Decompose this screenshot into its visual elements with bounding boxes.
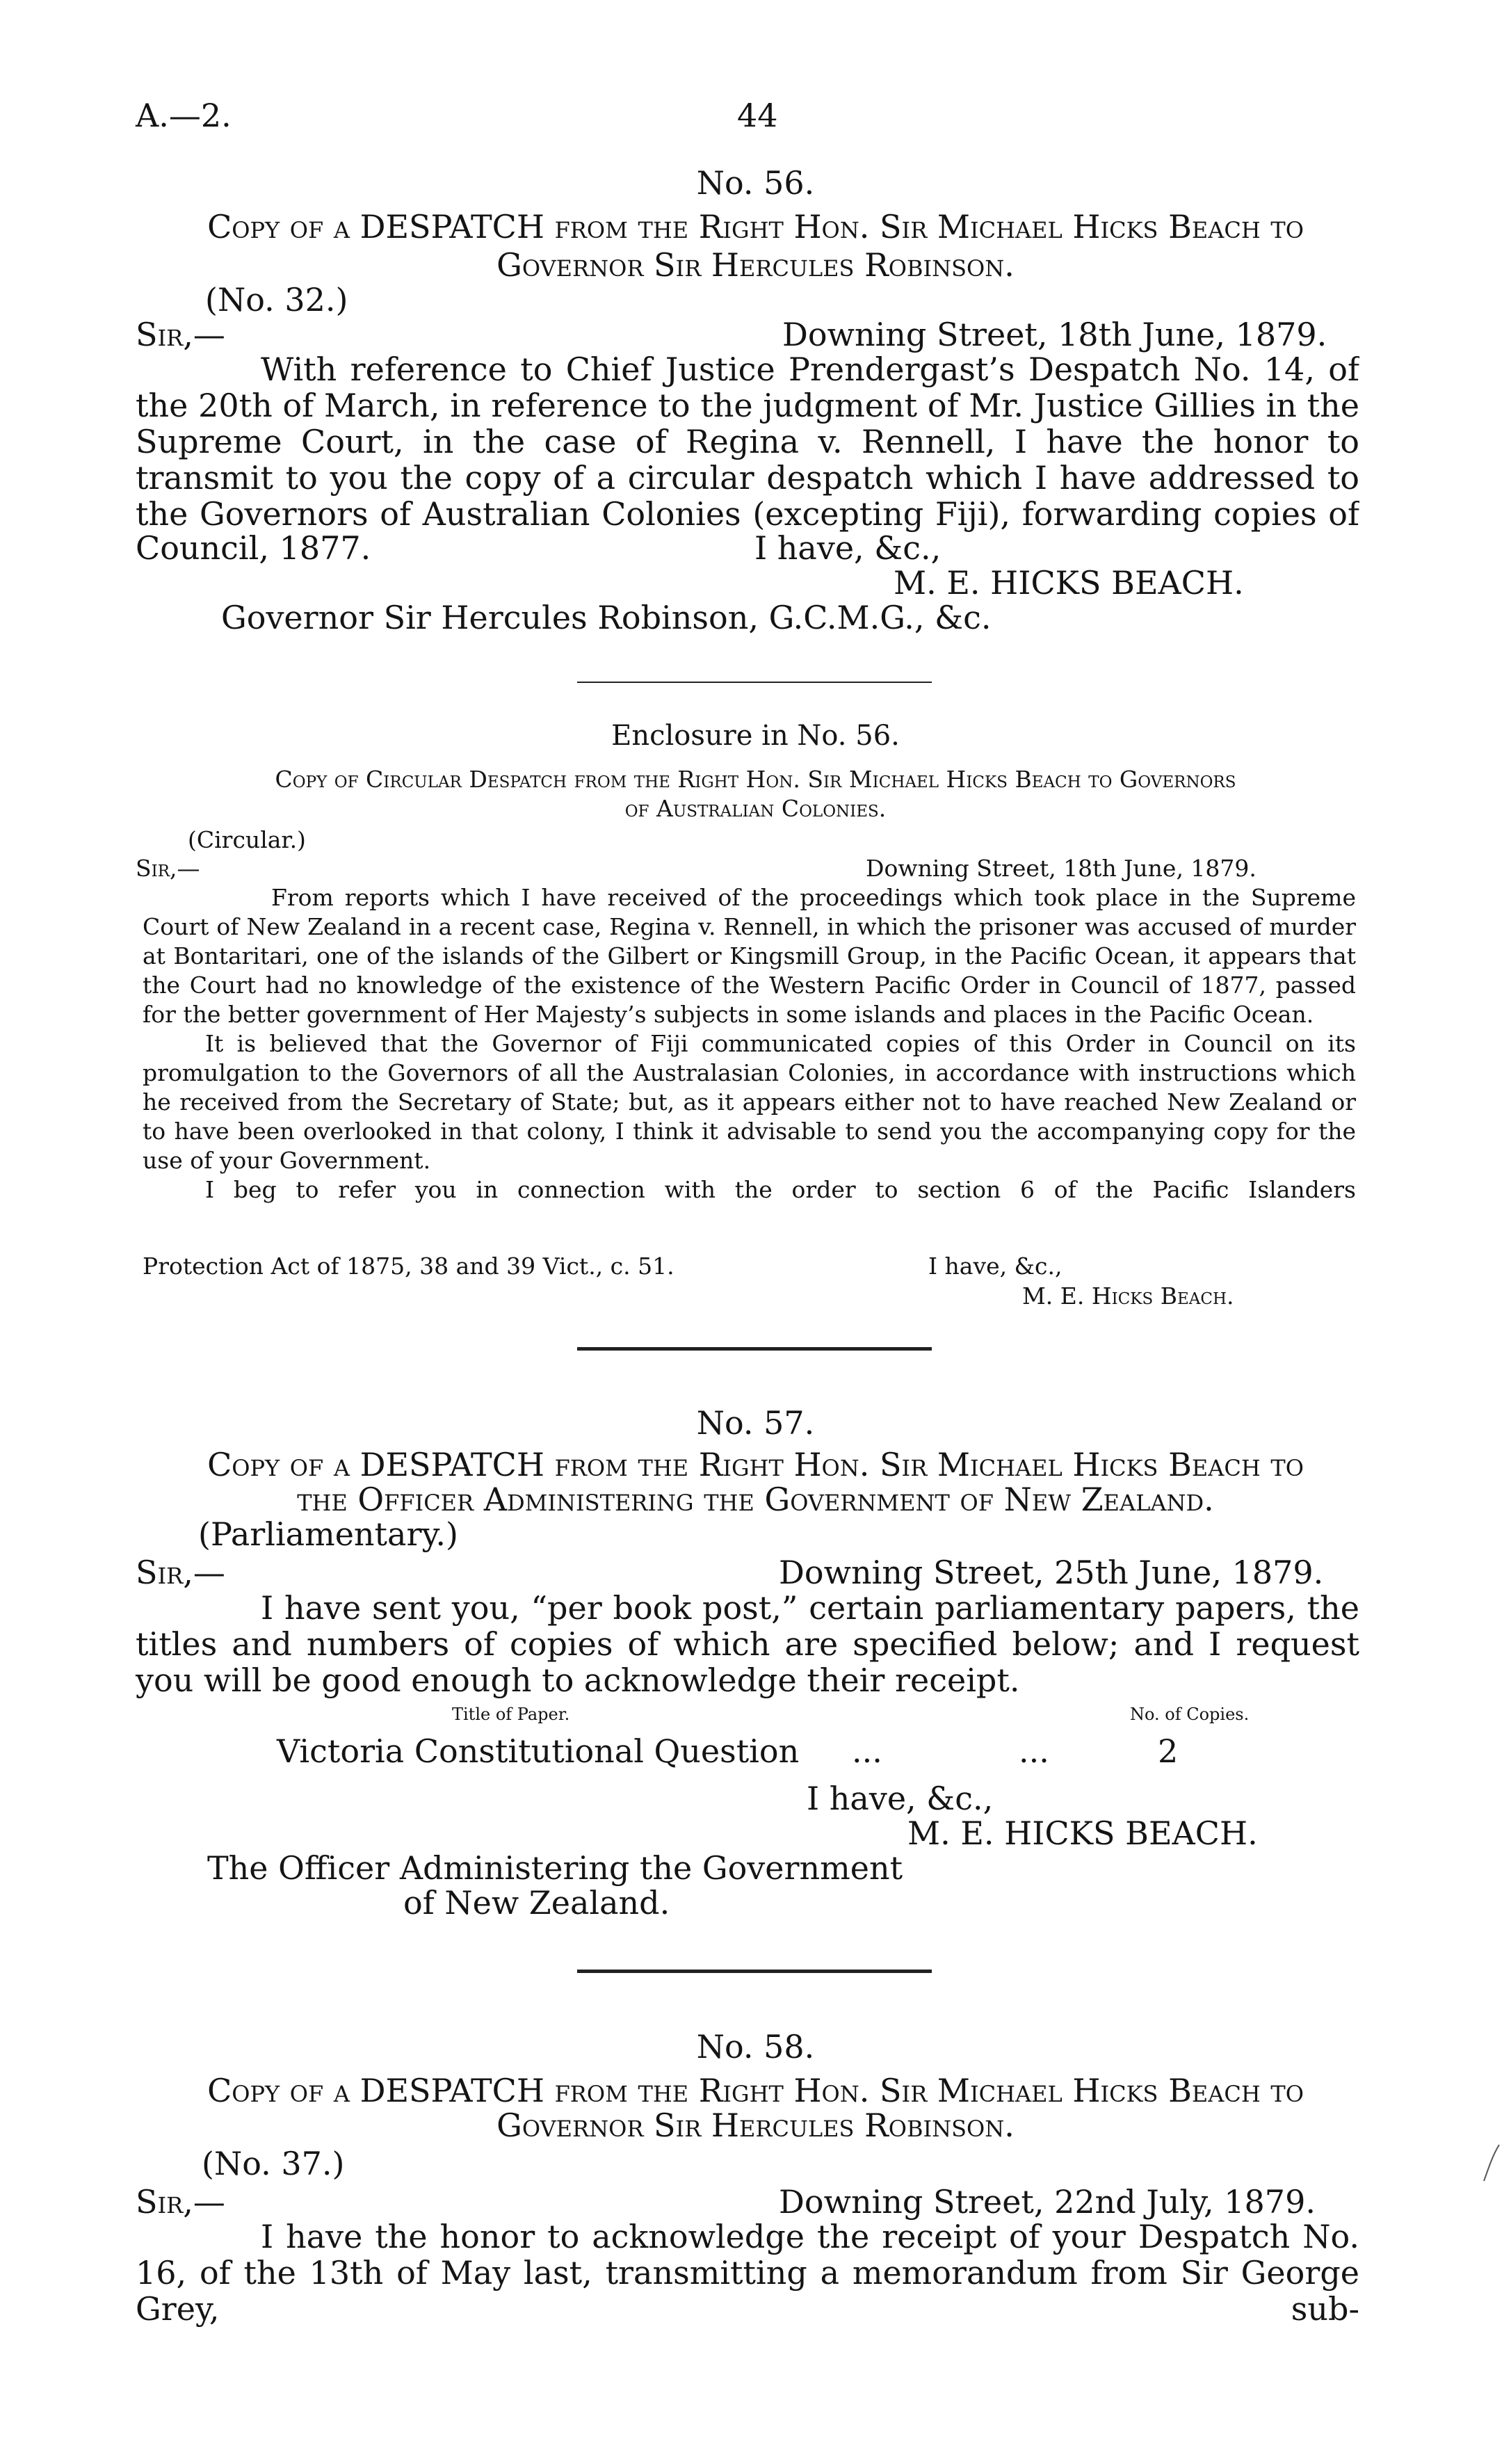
despatch-number: No. 58.: [696, 2028, 815, 2066]
place-date: Downing Street, 25th June, 1879.: [779, 1554, 1324, 1591]
enclosure-signature: M. E. Hicks Beach.: [1022, 1282, 1234, 1310]
enclosure-title: Copy of Circular Despatch from the Right Hon. Sir Michael Hicks Beach to Governors: [275, 766, 1236, 793]
table-header-copies: No. of Copies.: [1130, 1705, 1250, 1724]
despatch-ref: (Parliamentary.): [198, 1515, 458, 1553]
despatch-ref: (No. 37.): [202, 2145, 345, 2182]
despatch-title-cont: the Officer Administering the Government of New Zealand.: [297, 1481, 1214, 1518]
signature: M. E. HICKS BEACH.: [907, 1814, 1258, 1852]
addressee: Governor Sir Hercules Robinson, G.C.M.G., &c.: [221, 599, 992, 636]
enclosure-heading: Enclosure in No. 56.: [611, 720, 900, 752]
despatch-body: I have the honor to acknowledge the receipt of your Despatch No. 16, of the 13th of May last, transmitting a memorandum from Sir George Grey, sub-: [136, 2218, 1359, 2328]
series-number: A.—2.: [136, 97, 232, 134]
leader-dots: ...: [852, 1732, 882, 1770]
despatch-ref: (No. 32.): [205, 281, 348, 319]
page-number: 44: [737, 97, 778, 134]
enclosure-last-line: Protection Act of 1875, 38 and 39 Vict., c. 51.: [143, 1253, 674, 1280]
enclosure-title-cont: of Australian Colonies.: [624, 795, 887, 822]
divider: [577, 1347, 932, 1351]
addressee: The Officer Administering the Government: [207, 1849, 903, 1887]
enclosure-body: [143, 883, 1356, 1205]
salutation: Sir,—: [136, 316, 225, 353]
paper-title: Victoria Constitutional Question: [277, 1732, 800, 1770]
salutation: Sir,—: [136, 2183, 225, 2221]
despatch-title: Copy of a DESPATCH from the Right Hon. Sir Michael Hicks Beach to: [207, 1446, 1304, 1483]
margin-pen-mark: [1481, 2142, 1502, 2184]
place-date: Downing Street, 18th June, 1879.: [782, 316, 1327, 353]
body-last-line: Council, 1877.: [136, 529, 371, 567]
enclosure-ref: (Circular.): [188, 826, 306, 853]
signature: M. E. HICKS BEACH.: [894, 564, 1244, 602]
leader-dots: ...: [1019, 1732, 1049, 1770]
despatch-title-cont: Governor Sir Hercules Robinson.: [496, 246, 1015, 284]
despatch-number: No. 57.: [696, 1404, 815, 1442]
closing: I have, &c.,: [754, 529, 942, 567]
despatch-body: With reference to Chief Justice Prendergast’s Despatch No. 14, of the 20th of March, in reference to the judgment of Mr. Justice Gillies in the Supreme Court, in the case of Regina v. Rennell, I have the honor to transmit to you the copy of a circular despatch which I have addressed to the Governors of Australian Colonies (excepting Fiji), forwarding copies of: [136, 351, 1359, 532]
enclosure-closing: I have, &c.,: [928, 1253, 1062, 1280]
despatch-number: No. 56.: [696, 164, 815, 202]
despatch-title-cont: Governor Sir Hercules Robinson.: [496, 2107, 1015, 2144]
despatch-title: Copy of a DESPATCH from the Right Hon. Sir Michael Hicks Beach to: [207, 2072, 1304, 2109]
place-date: Downing Street, 22nd July, 1879.: [779, 2183, 1316, 2221]
closing: I have, &c.,: [807, 1780, 994, 1817]
enclosure-place-date: Downing Street, 18th June, 1879.: [866, 855, 1257, 882]
paper-copies: 2: [1158, 1732, 1179, 1770]
enclosure-salutation: Sir,—: [136, 855, 200, 882]
enclosure-paragraph: It is believed that the Governor of Fiji communicated copies of this Order in Council on its promulgation to the Governors of all the Australasian Colonies, in accordance with instructions which he received from the Secretary of State; but, as it appears either not to have reached New Zealand or to have been overlooked in that colony, I think it advisable to send you the accompanying copy for the use of your Government.: [143, 1030, 1356, 1174]
table-header-title: Title of Paper.: [452, 1705, 570, 1724]
despatch-title: Copy of a DESPATCH from the Right Hon. Sir Michael Hicks Beach to: [207, 208, 1304, 245]
enclosure-paragraph: I beg to refer you in connection with the order to section 6 of the Pacific Islanders: [205, 1176, 1356, 1203]
enclosure-paragraph: From reports which I have received of the proceedings which took place in the Supreme Court of New Zealand in a recent case, Regina v. Rennell, in which the prisoner was accused of murder at Bontaritari, one of the islands of the Gilbert or Kingsmill Group, in the Pacific Ocean, it appears that the Court had no knowledge of the existence of the Western Pacific Order in Council of 1877, passed for the better government of Her Majesty’s subjects in some islands and places in the Pacific Ocean.: [143, 884, 1356, 1028]
divider: [577, 682, 932, 683]
salutation: Sir,—: [136, 1554, 225, 1591]
addressee-cont: of New Zealand.: [403, 1884, 670, 1922]
despatch-body: I have sent you, “per book post,” certain parliamentary papers, the titles and numbers of copies of which are specified below; and I request you will be good enough to acknowledge their receipt.: [136, 1589, 1359, 1699]
divider: [577, 1970, 932, 1973]
